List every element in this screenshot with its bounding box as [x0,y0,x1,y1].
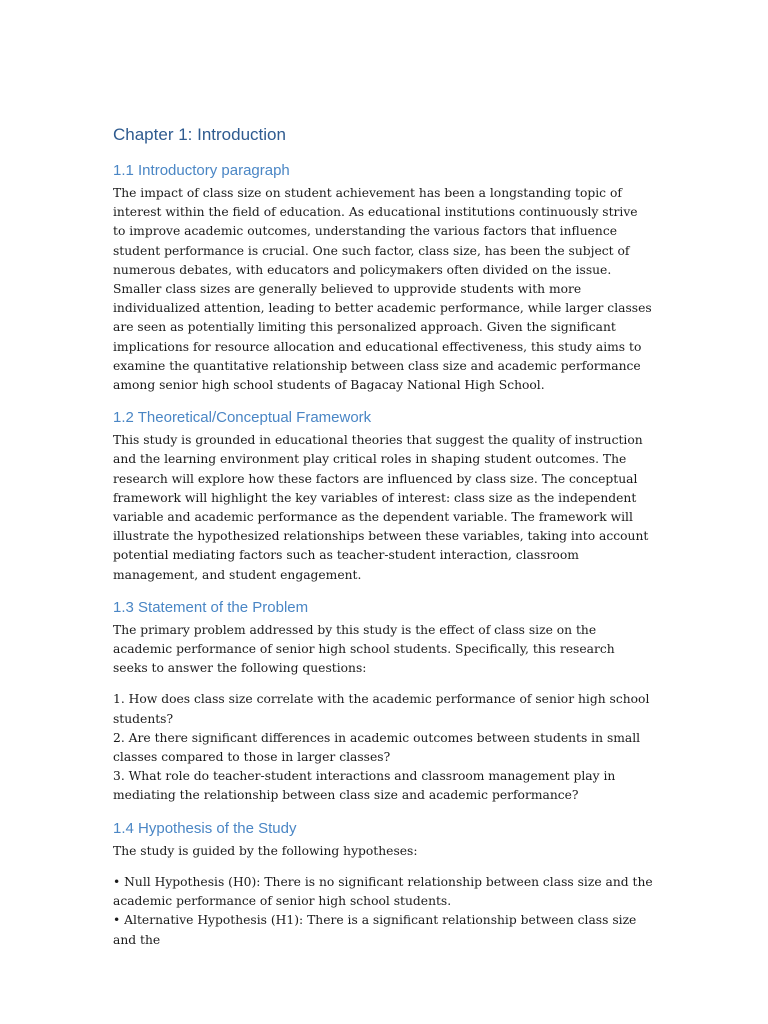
list-item: 1. How does class size correlate with the academic performance of senior high school students? [113,692,650,726]
section-statement-of-problem [113,598,653,806]
section-heading: 1.3 Statement of the Problem [113,598,309,616]
section-hypothesis [113,819,653,950]
section-heading: 1.2 Theoretical/Conceptual Framework [113,409,372,427]
chapter-title: Chapter 1: Introduction [113,125,286,144]
section-paragraph: This study is grounded in educational theories that suggest the quality of instruction and the learning environment play critical roles in shaping student outcomes. The research will explore how these factors are influenced by class size. The conceptual framework will highlight the key variables of interest: class size as the independent variable and academic performance as the dependent variable. The framework will illustrate the hypothesized relationships between these variables, taking into account potential mediating factors such as teacher-student interaction, classroom management, and student engagement. [113,433,649,582]
section-theoretical-framework [113,408,653,585]
section-introductory-paragraph [113,161,653,395]
section-paragraph: The impact of class size on student achievement has been a longstanding topic of interest within the field of education. As educational institutions continuously strive to improve academic outcomes, understanding the various factors that influence student performance is crucial. One such factor, class size, has been the subject of numerous debates, with educators and policymakers often divided on the issue. Smaller class sizes are generally believed to upprovide students with more individualized attention, leading to better academic performance, while larger classes are seen as potentially limiting this personalized approach. Given the significant implications for resource allocation and educational effectiveness, this study aims to examine the quantitative relationship between class size and academic performance among senior high school students of Bagacay National High School. [113,186,652,393]
section-paragraph: The primary problem addressed by this study is the effect of class size on the academic performance of senior high school students. Specifically, this research seeks to answer the following questions: [113,622,615,676]
document-page [113,124,653,950]
section-heading: 1.4 Hypothesis of the Study [113,819,297,837]
section-paragraph: The study is guided by the following hypotheses: [113,843,418,858]
section-heading: 1.1 Introductory paragraph [113,162,290,179]
list-item: 2. Are there significant differences in academic outcomes between students in small classes compared to those in larger classes? [113,730,641,765]
list-item: • Alternative Hypothesis (H1): There is a significant relationship between class size and the [113,913,637,947]
list-item: • Null Hypothesis (H0): There is no significant relationship between class size and the academic performance of senior high school students. [113,874,653,909]
list-item: 3. What role do teacher-student interactions and classroom management play in mediating the relationship between class size and academic performance? [113,769,616,803]
